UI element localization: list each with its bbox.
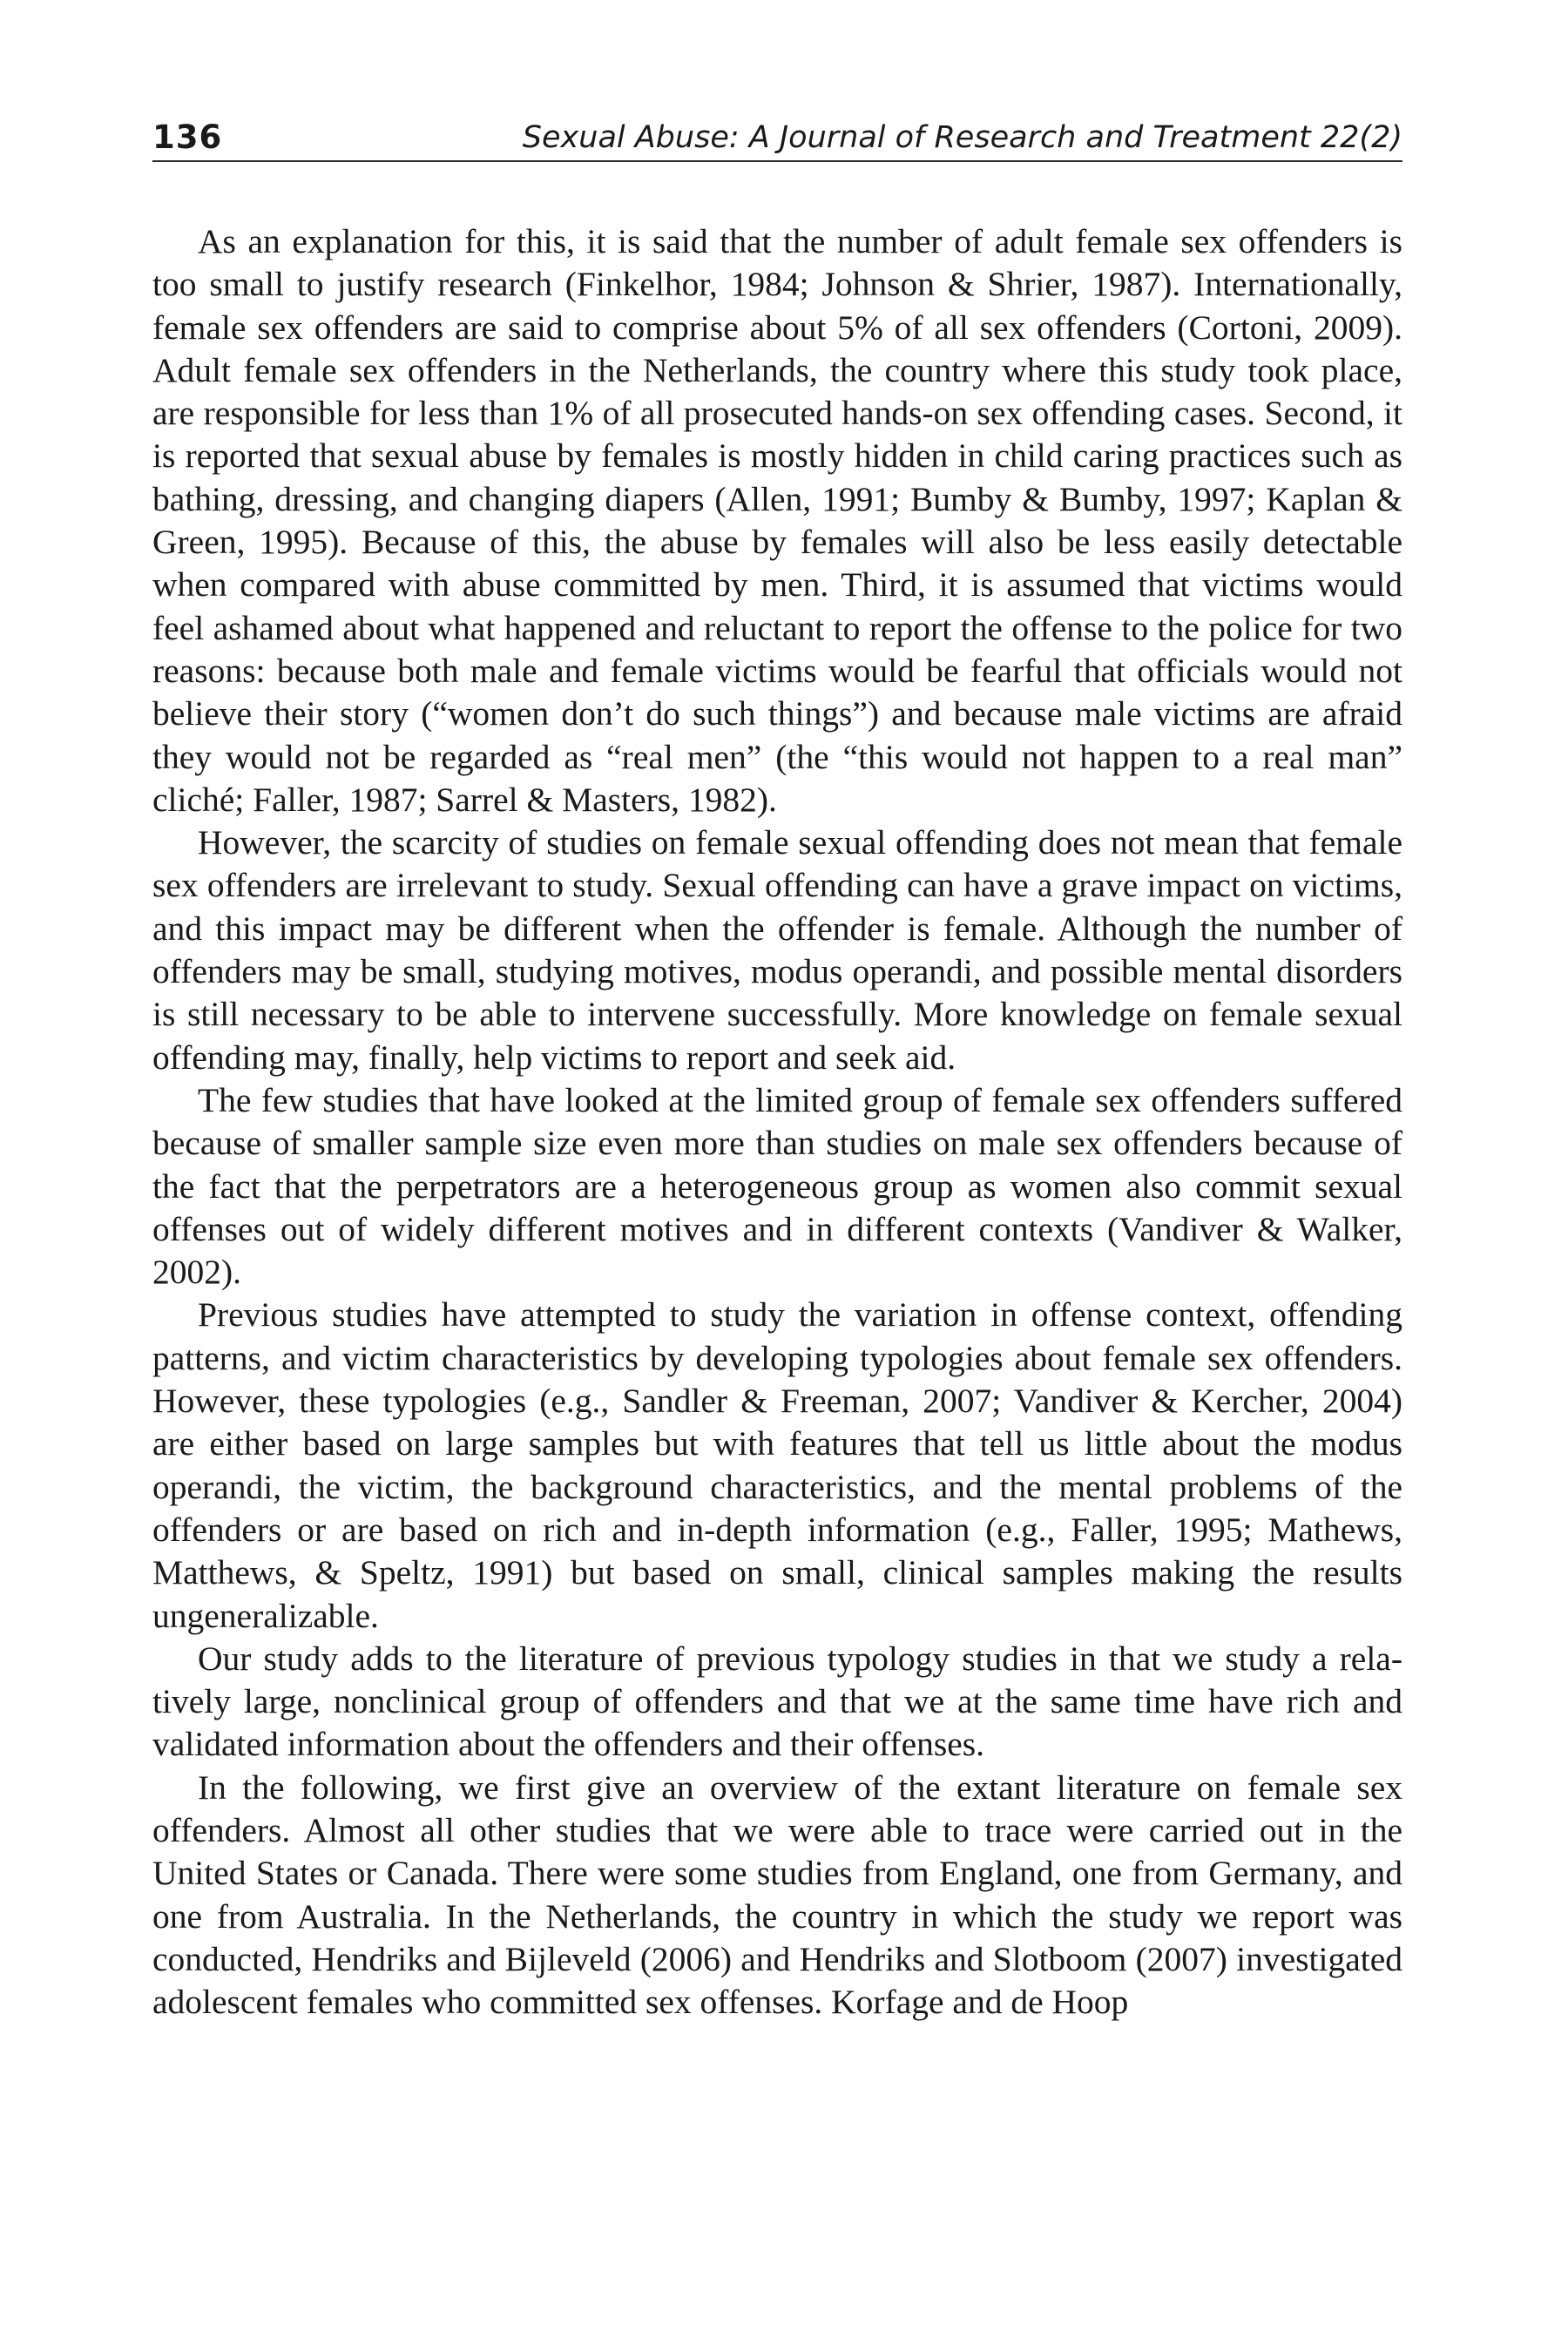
page-number: 136 <box>152 118 223 156</box>
paragraph: As an explanation for this, it is said that the number of adult female sex offenders is too small to justify research (Finkelhor, 1984; Johnson & Shrier, 1987). Internationally, female sex offenders are said to comprise about 5% of all sex offenders (Cortoni, 2009). Adult female sex offenders in the Netherlands, the country where this study took place, are responsible for less than 1% of all prosecuted hands-on sex offending cases. Second, it is reported that sexual abuse by females is mostly hidden in child caring practices such as bathing, dressing, and changing diapers (Allen, 1991; Bumby & Bumby, 1997; Kaplan & Green, 1995). Because of this, the abuse by females will also be less easily detectable when compared with abuse committed by men. Third, it is assumed that victims would feel ashamed about what happened and reluctant to report the offense to the police for two reasons: because both male and female victims would be fearful that officials would not believe their story (“women don’t do such things”) and because male victims are afraid they would not be regarded as “real men” (the “this would not happen to a real man” cliché; Faller, 1987; Sarrel & Masters, 1982). <box>152 222 1402 819</box>
paragraph: Our study adds to the literature of previous typology studies in that we study a relatively large, nonclinical group of offenders and that we at the same time have rich and validated information about the offenders and their offenses. <box>152 1639 1402 1764</box>
paragraph-last: In the following, we first give an overview of the extant literature on female sex offenders. Almost all other studies that we were able to trace were carried out in the United States or Canada. There were some studies from England, one from Germany, and one from Australia. In the Netherlands, the country in which the study we report was conducted, Hendriks and Bijleveld (2006) and Hendriks and Slotboom (2007) investigated adolescent females who committed sex offenses. Korfage and de Hoop <box>152 1767 1402 2022</box>
journal-title: Sexual Abuse: A Journal of Research and Treatment 22(2) <box>522 120 1402 155</box>
paragraph: The few studies that have looked at the limited group of female sex offenders suffered because of smaller sample size even more than studies on male sex offenders because of the fact that the perpetrators are a heterogeneous group as women also commit sexual offenses out of widely different motives and in different contexts (Vandiver & Walker, 2002). <box>152 1080 1402 1292</box>
paragraph: However, the scarcity of studies on female sexual offending does not mean that female sex offenders are irrelevant to study. Sexual offending can have a grave impact on victims, and this impact may be different when the offender is female. Although the number of offenders may be small, studying motives, modus operandi, and possible mental disorders is still necessary to be able to intervene successfully. More knowledge on female sexual offending may, finally, help victims to report and seek aid. <box>152 823 1402 1077</box>
running-header <box>152 115 1402 162</box>
paragraph: Previous studies have attempted to study the variation in offense context, offending patterns, and victim characteristics by developing typologies about female sex offenders. However, these typologies (e.g., Sandler & Freeman, 2007; Vandiver & Kercher, 2004) are either based on large samples but with features that tell us little about the modus operandi, the victim, the background characteristics, and the mental problems of the offenders or are based on rich and in-depth information (e.g., Faller, 1995; Mathews, Matthews, & Speltz, 1991) but based on small, clinical samples making the results ungeneralizable. <box>152 1295 1402 1635</box>
body-text <box>152 220 1402 2024</box>
